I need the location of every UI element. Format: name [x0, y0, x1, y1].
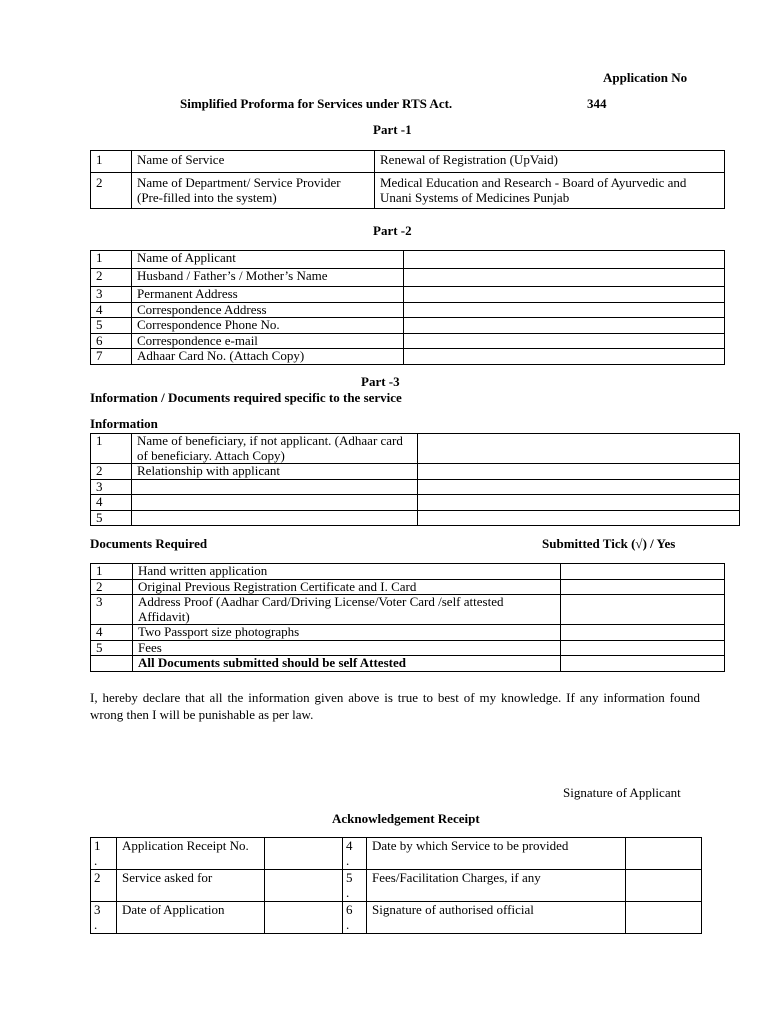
table-row	[91, 564, 725, 580]
row-number: 1	[91, 251, 132, 269]
table-row	[91, 625, 725, 641]
part3-heading: Part -3	[361, 374, 400, 389]
table-row	[91, 902, 702, 934]
row-number: 4	[91, 495, 132, 511]
parent-name-label: Husband / Father’s / Mother’s Name	[132, 269, 404, 287]
service-asked-field[interactable]	[265, 870, 343, 902]
department-label: Name of Department/ Service Provider (Pre-filled into the system)	[132, 173, 375, 209]
row-number: 5	[91, 640, 133, 656]
document-label: Hand written application	[133, 564, 561, 580]
part1-heading: Part -1	[373, 122, 412, 137]
row-number: 1	[91, 434, 132, 464]
table-row	[91, 464, 740, 480]
email-label: Correspondence e-mail	[132, 333, 404, 349]
aadhaar-label: Adhaar Card No. (Attach Copy)	[132, 349, 404, 365]
service-date-field[interactable]	[626, 838, 702, 870]
table-row	[91, 640, 725, 656]
row-number: 3 .	[91, 902, 117, 934]
document-label: Address Proof (Aadhar Card/Driving License/Voter Card /self attested Affidavit)	[133, 595, 561, 625]
part2-table	[90, 250, 725, 365]
row-number: 6	[91, 333, 132, 349]
email-field[interactable]	[404, 333, 725, 349]
aadhaar-field[interactable]	[404, 349, 725, 365]
phone-label: Correspondence Phone No.	[132, 318, 404, 334]
row-number: 5	[91, 510, 132, 526]
table-row	[91, 173, 725, 209]
form-title: Simplified Proforma for Services under RTS Act.	[180, 96, 453, 111]
acknowledgement-heading: Acknowledgement Receipt	[332, 811, 480, 826]
declaration-text: I, hereby declare that all the information given above is true to best of my knowledge. If any information found wrong then I will be punishable as per law.	[90, 690, 700, 722]
beneficiary-label: Name of beneficiary, if not applicant. (Adhaar card of beneficiary. Attach Copy)	[132, 434, 418, 464]
table-row	[91, 251, 725, 269]
part3-subheading: Information / Documents required specific to the service	[90, 390, 402, 405]
table-row	[91, 434, 740, 464]
table-row	[91, 269, 725, 287]
table-row	[91, 349, 725, 365]
row-number: 5	[91, 318, 132, 334]
info-field[interactable]	[418, 510, 740, 526]
application-date-label: Date of Application	[117, 902, 265, 934]
table-row	[91, 579, 725, 595]
permanent-address-field[interactable]	[404, 287, 725, 303]
information-heading: Information	[90, 416, 158, 431]
part1-table	[90, 150, 725, 209]
info-field[interactable]	[418, 495, 740, 511]
row-number	[91, 656, 133, 672]
table-row	[91, 318, 725, 334]
document-submitted-cell[interactable]	[561, 564, 725, 580]
table-row	[91, 595, 725, 625]
receipt-no-field[interactable]	[265, 838, 343, 870]
official-signature-field[interactable]	[626, 902, 702, 934]
table-row	[91, 479, 740, 495]
table-row	[91, 870, 702, 902]
row-number: 2	[91, 579, 133, 595]
service-name-label: Name of Service	[132, 151, 375, 173]
fees-label: Fees/Facilitation Charges, if any	[367, 870, 626, 902]
info-label	[132, 510, 418, 526]
row-number: 2	[91, 269, 132, 287]
table-row	[91, 510, 740, 526]
info-label	[132, 479, 418, 495]
row-number: 2	[91, 464, 132, 480]
department-value: Medical Education and Research - Board of Ayurvedic and Unani Systems of Medicines Punjab	[375, 173, 725, 209]
info-field[interactable]	[418, 479, 740, 495]
row-number: 4	[91, 302, 132, 318]
information-table	[90, 433, 740, 526]
acknowledgement-table	[90, 837, 702, 934]
correspondence-address-label: Correspondence Address	[132, 302, 404, 318]
document-submitted-cell[interactable]	[561, 579, 725, 595]
row-number: 6 .	[343, 902, 367, 934]
service-date-label: Date by which Service to be provided	[367, 838, 626, 870]
application-no-label: Application No	[603, 70, 688, 85]
fees-field[interactable]	[626, 870, 702, 902]
beneficiary-field[interactable]	[418, 434, 740, 464]
document-label: Two Passport size photographs	[133, 625, 561, 641]
row-number: 7	[91, 349, 132, 365]
document-label: Original Previous Registration Certificate and I. Card	[133, 579, 561, 595]
signature-label: Signature of Applicant	[563, 785, 681, 800]
document-label: Fees	[133, 640, 561, 656]
documents-heading: Documents Required	[90, 536, 208, 551]
phone-field[interactable]	[404, 318, 725, 334]
row-number: 2	[91, 173, 132, 209]
info-label	[132, 495, 418, 511]
documents-table	[90, 563, 725, 672]
row-number: 3	[91, 595, 133, 625]
row-number: 4	[91, 625, 133, 641]
service-asked-label: Service asked for	[117, 870, 265, 902]
application-no-value: 344	[587, 96, 607, 111]
relationship-label: Relationship with applicant	[132, 464, 418, 480]
row-number: 1 .	[91, 838, 117, 870]
permanent-address-label: Permanent Address	[132, 287, 404, 303]
table-row	[91, 333, 725, 349]
correspondence-address-field[interactable]	[404, 302, 725, 318]
document-submitted-cell[interactable]	[561, 656, 725, 672]
official-signature-label: Signature of authorised official	[367, 902, 626, 934]
table-row	[91, 151, 725, 173]
row-number: 4 .	[343, 838, 367, 870]
applicant-name-field[interactable]	[404, 251, 725, 269]
table-row	[91, 495, 740, 511]
row-number: 5 .	[343, 870, 367, 902]
document-submitted-cell[interactable]	[561, 625, 725, 641]
applicant-name-label: Name of Applicant	[132, 251, 404, 269]
table-row	[91, 287, 725, 303]
document-submitted-cell[interactable]	[561, 595, 725, 625]
submitted-heading: Submitted Tick (√) / Yes	[542, 536, 676, 551]
table-row	[91, 656, 725, 672]
service-name-value: Renewal of Registration (UpVaid)	[375, 151, 725, 173]
row-number: 3	[91, 287, 132, 303]
self-attested-note: All Documents submitted should be self Attested	[133, 656, 561, 672]
relationship-field[interactable]	[418, 464, 740, 480]
row-number: 1	[91, 151, 132, 173]
row-number: 2	[91, 870, 117, 902]
application-date-field[interactable]	[265, 902, 343, 934]
part2-heading: Part -2	[373, 223, 412, 238]
table-row	[91, 838, 702, 870]
row-number: 3	[91, 479, 132, 495]
receipt-no-label: Application Receipt No.	[117, 838, 265, 870]
row-number: 1	[91, 564, 133, 580]
table-row	[91, 302, 725, 318]
parent-name-field[interactable]	[404, 269, 725, 287]
document-submitted-cell[interactable]	[561, 640, 725, 656]
